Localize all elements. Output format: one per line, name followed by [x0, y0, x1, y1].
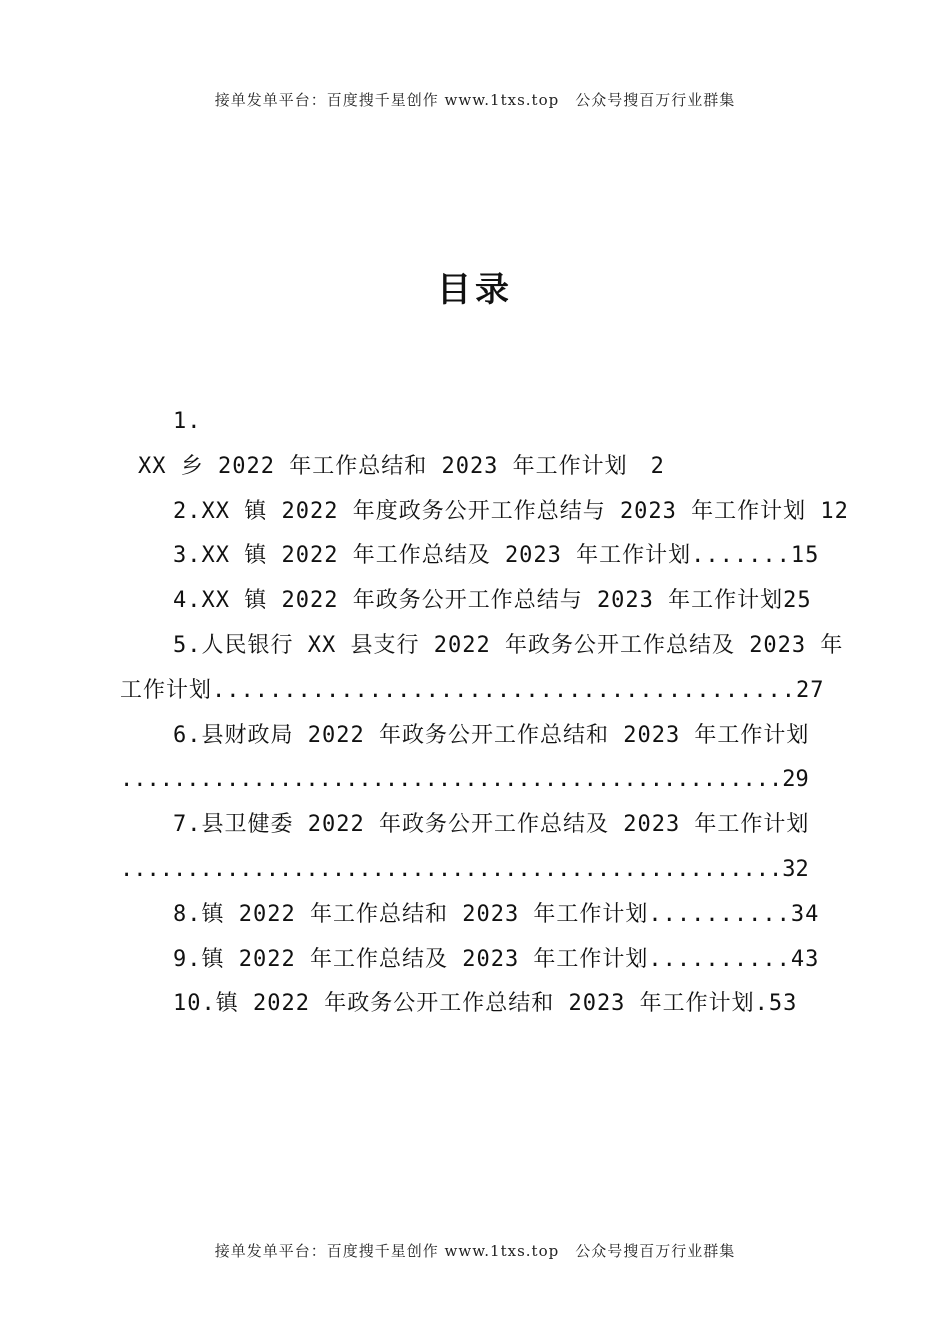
toc-line[interactable]: 2.XX 镇 2022 年度政务公开工作总结与 2023 年工作计划 12: [173, 498, 849, 524]
toc-line[interactable]: 5.人民银行 XX 县支行 2022 年政务公开工作总结及 2023 年: [173, 632, 844, 658]
toc-line[interactable]: 9.镇 2022 年工作总结及 2023 年工作计划..........43: [173, 946, 820, 972]
page-footer-watermark: 接单发单平台：百度搜千星创作 www.1txs.top 公众号搜百万行业群集: [214, 1242, 736, 1260]
toc-line[interactable]: ..................................................32: [120, 856, 809, 882]
page-title: 目录: [437, 270, 513, 310]
toc-line[interactable]: 7.县卫健委 2022 年政务公开工作总结及 2023 年工作计划: [173, 812, 810, 838]
toc-line[interactable]: 10.镇 2022 年政务公开工作总结和 2023 年工作计划.53: [173, 991, 798, 1017]
toc-line[interactable]: XX 乡 2022 年工作总结和 2023 年工作计划 2: [138, 453, 665, 479]
toc-line[interactable]: 工作计划.........................................27: [120, 677, 825, 703]
toc-line[interactable]: 8.镇 2022 年工作总结和 2023 年工作计划..........34: [173, 901, 820, 927]
table-of-contents: [120, 400, 849, 1027]
page-header-watermark: 接单发单平台：百度搜千星创作 www.1txs.top 公众号搜百万行业群集: [214, 91, 736, 109]
toc-line[interactable]: 4.XX 镇 2022 年政务公开工作总结与 2023 年工作计划25: [173, 588, 812, 614]
toc-line[interactable]: 3.XX 镇 2022 年工作总结及 2023 年工作计划.......15: [173, 543, 820, 569]
toc-line[interactable]: ..................................................29: [120, 767, 809, 793]
toc-line[interactable]: 1.: [173, 409, 202, 434]
toc-line[interactable]: 6.县财政局 2022 年政务公开工作总结和 2023 年工作计划: [173, 722, 810, 748]
